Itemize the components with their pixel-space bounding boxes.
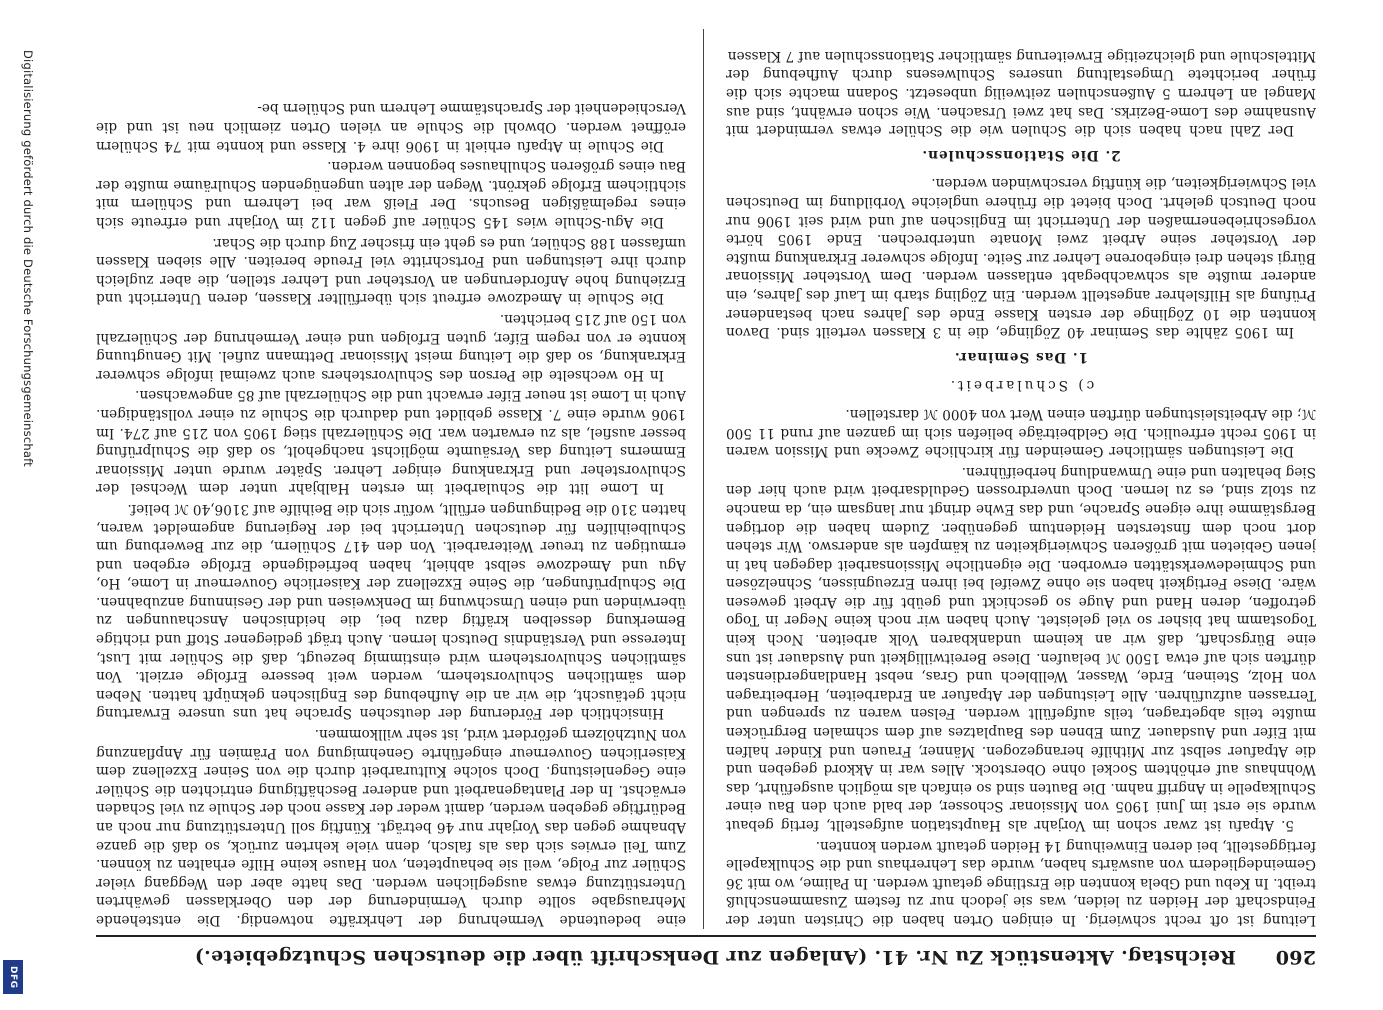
paragraph: In Ho wechselte die Person des Schulvorstehers auch zweimal infolge schwerer Erkrankung, so daß die Leitung meist Missionar Dettmann zufiel. Mit Genugtuung konnte er von regem Eifer, guten Erfolgen und einer Vermehrung der Schülerzahl von 150 auf 215 berichten. bbox=[96, 311, 686, 383]
rotated-document-sheet bbox=[96, 20, 1316, 975]
paragraph: Die Schule in Amedzowe erfreut sich überfüllter Klassen, deren Unterricht und Erziehung hohe Anforderungen an Vorsteher und Lehrer stellen, die aber zugleich durch ihre Leistungen und Fortschritte viel Freude bereiten. Alle sieben Klassen umfassen 188 Schüler, und es geht ein frischer Zug durch die Schar. bbox=[96, 234, 686, 307]
left-column bbox=[726, 24, 1316, 929]
section-heading: 1. Das Seminar. bbox=[953, 348, 1089, 365]
page-title: Reichstag. Aktenstück Zu Nr. 41. (Anlagen zur Denkschrift über die deutschen Schutzgebiete.) bbox=[194, 946, 1236, 968]
header-rule bbox=[96, 935, 1316, 937]
paragraph: Der Zahl nach haben sich die Schulen wie die Schüler etwas vermindert mit Ausnahme des Lome-Bezirks. Das hat zwei Ursachen. Wie schon erwähnt, sind aus Mangel an Lehrern 5 Außenschulen zeitweilig unbesetzt. Sodann machte sich die früher berichtete Umgestaltung unseres Schulwesens durch Aufhebung der Mittelschule und gleichzeitige Erweiterung sämtlicher Stationsschulen auf 7 Klassen bbox=[726, 47, 1316, 139]
paragraph: eine bedeutende Vermehrung der Lehrkräfte notwendig. Die entstehende Mehrausgabe sollte durch Verminderung der den Oberklassen gewährten Unterstützung etwas ausgeglichen werden. Das hatte aber den Weggang vieler Schüler zur Folge, weil sie behaupteten, von Hause keine Hilfe erhalten zu können. Zum Teil erwies sich das als falsch, denn viele kehrten zurück, so daß die ganze Abnahme gegen das Vorjahr nur 46 beträgt. Künftig soll Unterstützung nur noch an Bedürftige gegeben werden, damit weder der Kasse noch der Schule zu viel Schaden erwächst. In der Plantagenarbeit und anderer Beschäftigung entrichten die Schüler eine Gegenleistung. Doch solche Kulturarbeit durch die von Seiner Exzellenz dem Kaiserlichen Gouverneur eingeführte Genehmigung von Prämien für Anpflanzung von Nutzhölzern gefördert wird, ist sehr willkommen. bbox=[96, 726, 686, 928]
section-heading: c) Schularbeit. bbox=[947, 377, 1095, 394]
page-number: 260 bbox=[1275, 946, 1316, 968]
digitization-credit: Digitalisierung gefördert durch die Deutsche Forschungsgemeinschaft bbox=[21, 50, 35, 467]
paragraph: Die Leistungen sämtlicher Gemeinden für kirchliche Zwecke und Mission waren in 1905 recht erfreulich. Die Geldbeiträge beliefen sich im ganzen auf rund 11 500 ℳ; die Arbeitsleistungen dürften einen Wert von 4000 ℳ darstellen. bbox=[726, 405, 1316, 460]
page-header bbox=[96, 939, 1316, 975]
paragraph: Hinsichtlich der Förderung der deutschen Sprache hat uns unsere Erwartung nicht getäuscht, die wir an die Aufhebung des Englischen geknüpft hatten. Neben dem sämtlichen Schulvorstehern, werden weit bessere Erfolge erzielt. Von sämtlichen Schulvorstehern wird einstimmig bezeugt, daß die Schüler mit Lust, Interesse und Verständnis Deutsch lernen. Auch trägt gediegener Stoff und richtige Bemerkung desselben kräftig dazu bei, die heidnischen Anschauungen zu überwinden und einen Umschwung im Denkweisen und der Gesinnung anzubahnen. Die Schulprüfungen, die Seine Exzellenz der Kaiserliche Gouverneur in Lome, Ho, Agu und Amedzowe selbst abhielt, haben befriedigende Erfolge ergeben und ermutigen zu treuer Weiterarbeit. Von den 417 Schülern, die zur Bewerbung um Schulbeihilfen für deutschen Unterricht bei der Regierung angemeldet waren, hatten 310 die Bedingungen erfüllt, wofür sich die Beihilfe auf 3106,40 ℳ belief. bbox=[96, 500, 686, 722]
paragraph: In Lome litt die Schularbeit im ersten Halbjahr unter dem Wechsel der Schulvorsteher und Erkrankung einiger Lehrer. Später wurde unter Missionar Emmerns Leitung das Versäumte möglichst nachgeholt, so daß die Schulprüfung besser ausfiel, als zu erwarten war. Die Schülerzahl stieg 1905 von 215 auf 274. Im 1906 wurde eine 7. Klasse gebildet und dadurch die Schule zu einer vollständigen. Auch in Lome ist neuer Eifer erwacht und die Schülerzahl auf 85 angewachsen. bbox=[96, 387, 686, 497]
paragraph: Im 1905 zählte das Seminar 40 Zöglinge, die in 3 Klassen verteilt sind. Davon konnten die 10 Zöglinge der ersten Klasse Ende des Jahres nach bestandener Prüfung als Hilfslehrer angestellt werden. Ein Zögling starb im Lauf des Jahres, ein anderer mußte als schwachbegabt entlassen werden. Dem Vorsteher Missionar Bürgi stehen drei eingeborene Lehrer zur Seite. Infolge schwerer Erkrankung mußte der Vorsteher seine Arbeit zwei Monate unterbrechen. Ende 1905 hörte vorgeschriebenermaßen der Unterricht im Englischen auf und wird seit 1906 nur noch Deutsch gelehrt. Doch bietet die frühere ungleiche Vorbildung im Deutschen viel Schwierigkeiten, die künftig verschwinden werden. bbox=[726, 175, 1316, 341]
dfg-logo: DFG bbox=[3, 960, 23, 994]
right-column bbox=[96, 24, 686, 929]
paragraph: Die Agu-Schule wies 145 Schüler auf gegen 112 im Vorjahr und erfreute sich eines regelmäßigen Besuchs. Der Fleiß war bei Lehrern und Schülern mit sichtlichem Erfolge gekrönt. Wegen der alten ungenügenden Schulräume mußte der Bau eines größeren Schulhauses begonnen werden. bbox=[96, 158, 686, 231]
section-heading: 2. Die Stationsschulen. bbox=[921, 146, 1121, 163]
column-divider bbox=[703, 29, 704, 929]
paragraph: 5. Atpafu ist zwar schon im Vorjahr als Hauptstation aufgestellt, fertig gebaut wurde sie erst im Juni 1905 von Missionar Schosser, der bald auch den Bau einer Schulkapelle in Angriff nahm. Die Bauten sind so einfach als möglich ausgeführt, das Wohnhaus auf erhöhtem Sockel ohne Oberstock. Alles war in Akkord gegeben und die Atpafuer selbst zur Mithilfe herangezogen. Männer, Frauen und Kinder halfen mit Eifer und Ausdauer. Zum Ebnen des Bauplatzes auf dem schmalen Bergrücken mußte teils abgetragen, teils aufgefüllt werden. Felsen waren zu sprengen und Terrassen aufzuführen. Alle Leistungen der Atpafuer an Erdarbeiten, Herbeitragen von Holz, Steinen, Erde, Wasser, Wellblech und Gras, nebst Handlangerdiensten dürften sich auf etwa 1500 ℳ belaufen. Diese Bereitwilligkeit und Ausdauer ist uns eine Bürgschaft, daß wir an keinem undankbaren Volk arbeiten. Noch kein Togostamm hat bisher so viel geleistet. Auch haben wir noch keine Neger in Togo getroffen, deren Hand und Auge so geschickt und geübt für die Arbeit gewesen wäre. Diese Fertigkeit haben sie ohne Zweifel bei ihren Erzeugnissen, Schnelzösen und Schmiedewerkstätten erworben. Die eigentliche Missionsarbeit dagegen hat in jenen Gebieten mit größeren Schwierigkeiten zu kämpfen als anderswo. Wir stehen dort noch dem finstersten Heidentum gegenüber. Zudem haben die dortigen Bergstämme ihre eigene Sprache, und das Ewhe dringt nur langsam ein, da manche zu stolz sind, es zu lernen. Doch unverdrossen Geduldsarbeit wird auch hier den Sieg behalten und eine Umwandlung herbeiführen. bbox=[726, 463, 1316, 834]
paragraph: Leitung ist oft recht schwierig. In einigen Orten haben die Christen unter der Feindschaft der Heiden zu leiden, was sie jedoch nur zu festem Zusammenschluß treibt. In Kebu und Gbela konnten die Erstlinge getauft werden. In Palime, wo mit 36 Gemeindegliedern von auswärts haben, wurde das Lehrerhaus und die Schulkapelle fertiggestellt, bei deren Einweihung 14 Heiden getauft werden konnten. bbox=[726, 837, 1316, 928]
paragraph: Die Schule in Atpafu erhielt in 1906 ihre 4. Klasse und konnte mit 74 Schülern eröffnet werden. Obwohl die Schule an vielen Orten ziemlich neu ist und die Verschiedenheit der Sprachstämme Lehrern und Schülern be- bbox=[96, 100, 686, 154]
